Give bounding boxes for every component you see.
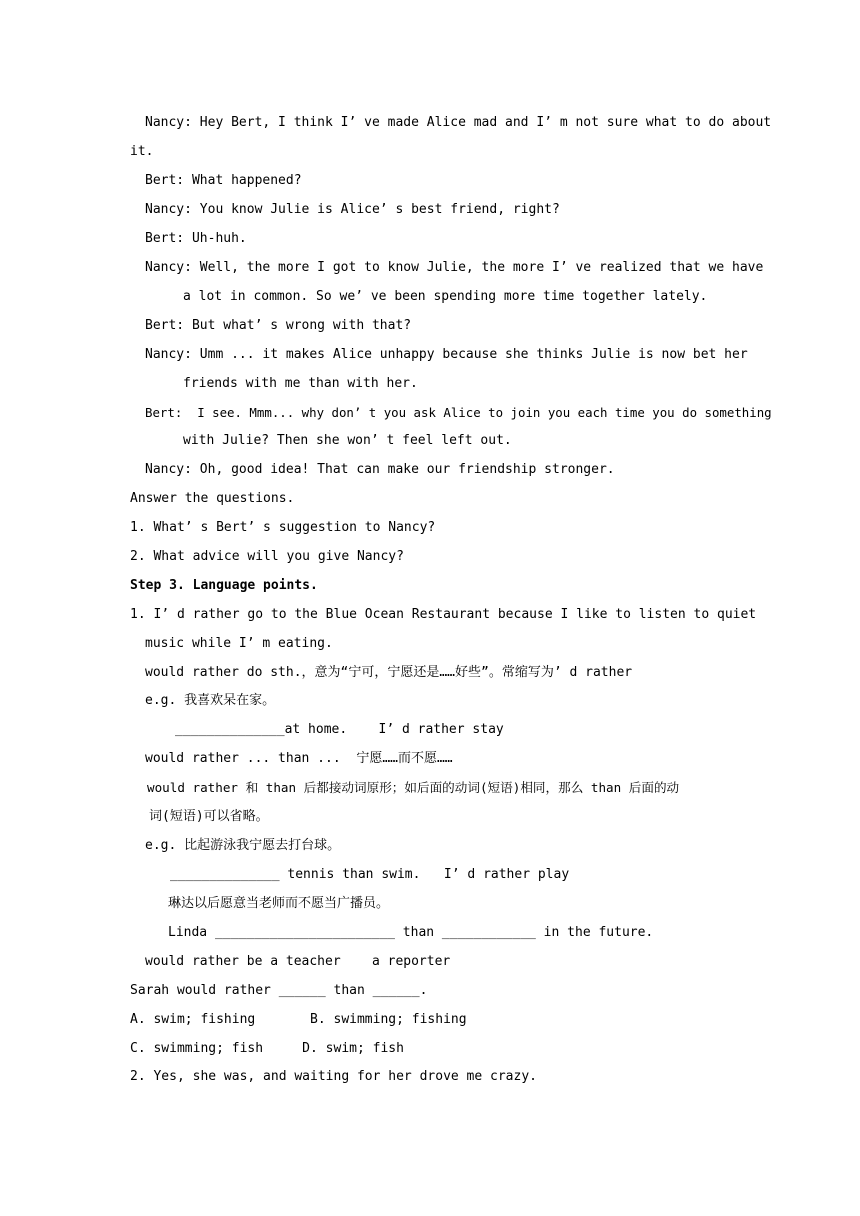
language-point-line: Linda _______________________ than ____________ in the future. [168,925,654,940]
language-point-line: ______________ tennis than swim. I’ d rather play [170,867,570,882]
language-point-line: would rather ... than ... 宁愿……而不愿…… [145,751,453,766]
dialogue-line: Nancy: You know Julie is Alice’ s best friend, right? [145,202,560,217]
step3-heading: Step 3. Language points. [130,578,318,593]
dialogue-line: Nancy: Well, the more I got to know Julie, the more I’ ve realized that we have [145,260,764,275]
language-point-line: Sarah would rather ______ than ______. [130,983,428,998]
dialogue-line: Nancy: Umm ... it makes Alice unhappy because she thinks Julie is now bet her [145,347,748,362]
question-item: 2. What advice will you give Nancy? [130,549,404,564]
language-point-line: e.g. 比起游泳我宁愿去打台球。 [145,838,341,853]
language-point-line: ______________at home. I’ d rather stay [175,722,504,737]
language-point-line: 琳达以后愿意当老师而不愿当广播员。 [168,896,390,911]
dialogue-line: Bert: What happened? [145,173,302,188]
dialogue-line: with Julie? Then she won’ t feel left out. [183,433,512,448]
language-point-line: music while I’ m eating. [145,636,333,651]
question-item: 1. What’ s Bert’ s suggestion to Nancy? [130,520,436,535]
language-point-line: e.g. 我喜欢呆在家。 [145,693,276,708]
dialogue-line: Bert: I see. Mmm... why don’ t you ask Alice to join you each time you do something [145,405,772,420]
dialogue-line: Nancy: Hey Bert, I think I’ ve made Alice mad and I’ m not sure what to do about [145,115,772,130]
dialogue-line: Bert: Uh-huh. [145,231,247,246]
questions-heading: Answer the questions. [130,491,295,506]
option-line: A. swim; fishing B. swimming; fishing [130,1012,467,1027]
dialogue-line: friends with me than with her. [183,376,418,391]
option-line: C. swimming; fish D. swim; fish [130,1041,404,1056]
dialogue-line: Nancy: Oh, good idea! That can make our friendship stronger. [145,462,615,477]
dialogue-line: Bert: But what’ s wrong with that? [145,318,412,333]
language-point-line: 2. Yes, she was, and waiting for her drove me crazy. [130,1069,537,1084]
language-point-line: would rather do sth.，意为“宁可，宁愿还是……好些”。常缩写为’ d rather [145,665,633,680]
language-point-line: 1. I’ d rather go to the Blue Ocean Restaurant because I like to listen to quiet [130,607,757,622]
dialogue-line: it. [130,144,154,159]
language-point-line: would rather 和 than 后都接动词原形；如后面的动词(短语)相同，那么 than 后面的动 [147,780,680,795]
language-point-line: 词(短语)可以省略。 [149,809,269,824]
dialogue-line: a lot in common. So we’ ve been spending more time together lately. [183,289,708,304]
language-point-line: would rather be a teacher a reporter [145,954,451,969]
